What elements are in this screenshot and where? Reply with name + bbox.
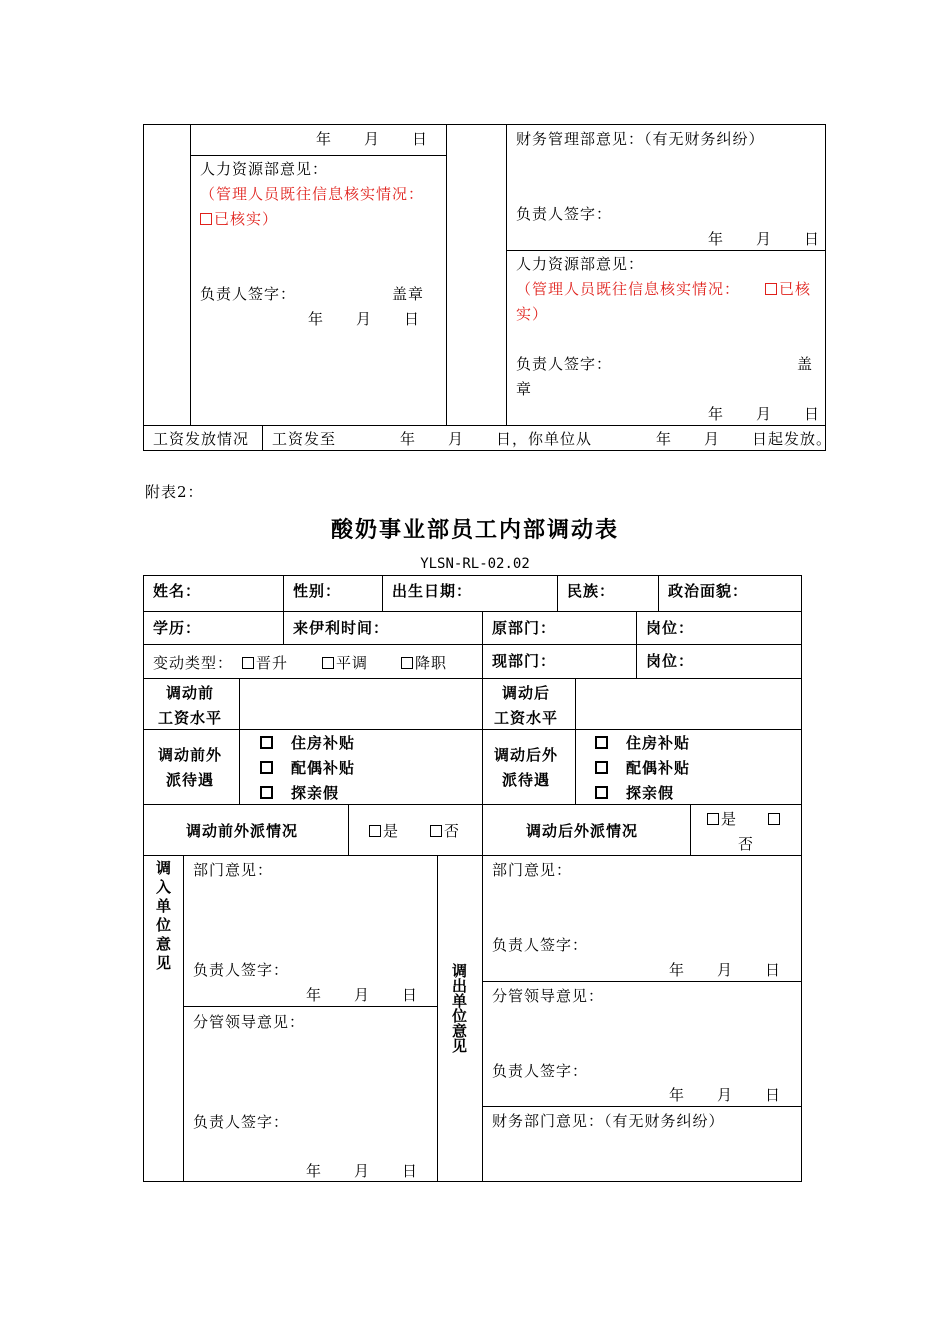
resp-sign-label: 负责人签字：	[492, 936, 589, 954]
pre-benefit-housing[interactable]: 住房补贴	[260, 734, 355, 752]
post-label: 岗位：	[646, 619, 695, 637]
date-text: 年 月 日	[708, 405, 821, 423]
resp-sign-label: 负责人签字：	[193, 1113, 290, 1131]
checkbox-icon	[369, 825, 381, 837]
date-text: 年 月 日	[708, 230, 821, 248]
gender-label: 性别：	[293, 582, 342, 600]
resp-sign-label: 负责人签字：	[492, 1062, 589, 1080]
checkbox-icon	[595, 786, 608, 799]
appendix-label: 附表2：	[145, 483, 204, 501]
date-text: 年 月 日	[306, 986, 419, 1004]
checkbox-icon	[200, 213, 212, 225]
post-assign-yes[interactable]: 是	[707, 810, 737, 828]
date-text: 年 月 日	[316, 130, 429, 148]
resp-sign-label: 负责人签字：	[200, 285, 297, 303]
hr-verify-note: （管理人员既往信息核实情况：	[200, 185, 425, 203]
pre-assignment-label: 调动前外派情况	[186, 822, 299, 840]
pre-salary-label: 调动前	[166, 684, 215, 702]
seal-label: 盖章	[392, 285, 425, 303]
hr-verified-checkbox[interactable]: 已核实）	[200, 210, 278, 228]
leader-opinion-label: 分管领导意见：	[193, 1013, 306, 1031]
date-text: 年 月 日	[308, 310, 421, 328]
seal-label-end: 章	[516, 380, 533, 398]
salary-status-label: 工资发放情况	[153, 430, 250, 448]
dept-opinion-label: 部门意见：	[492, 861, 573, 879]
checkbox-icon	[242, 657, 254, 669]
resp-sign-label: 负责人签字：	[516, 355, 613, 373]
pre-assign-yes[interactable]: 是	[369, 822, 399, 840]
form-code: YLSN-RL-02.02	[420, 556, 530, 572]
hr-verified-checkbox[interactable]: 已核	[765, 280, 811, 298]
education-label: 学历：	[153, 619, 202, 637]
political-status-label: 政治面貌：	[668, 582, 749, 600]
hr-verify-note-end: 实）	[516, 305, 549, 323]
hr-opinion-label: 人力资源部意见：	[516, 255, 645, 273]
change-option-demotion[interactable]: 降职	[401, 654, 447, 672]
change-option-promotion[interactable]: 晋升	[242, 654, 288, 672]
outgoing-unit-label: 调出单位意见	[450, 963, 468, 1053]
finance-opinion-label: 财务部门意见：（有无财务纠纷）	[492, 1112, 725, 1130]
leader-opinion-label: 分管领导意见：	[492, 987, 605, 1005]
incoming-unit-label: 调入单位意见	[154, 860, 172, 974]
post-salary-label: 调动后	[502, 684, 551, 702]
post-benefits-label-2: 派待遇	[502, 771, 551, 789]
post-benefit-family-leave[interactable]: 探亲假	[595, 784, 674, 802]
checkbox-icon	[322, 657, 334, 669]
resp-sign-label: 负责人签字：	[193, 961, 290, 979]
post-label: 岗位：	[646, 652, 695, 670]
date-text: 年 月 日	[306, 1162, 419, 1180]
post-benefit-spouse[interactable]: 配偶补贴	[595, 759, 690, 777]
salary-status-text: 工资发至 年 月 日，你单位从 年 月 日起发放。	[272, 430, 833, 448]
pre-benefits-label-2: 派待遇	[166, 771, 215, 789]
pre-salary-label-2: 工资水平	[158, 709, 223, 727]
checkbox-icon	[430, 825, 442, 837]
join-date-label: 来伊利时间：	[293, 619, 390, 637]
checkbox-icon	[595, 761, 608, 774]
pre-benefit-family-leave[interactable]: 探亲假	[260, 784, 339, 802]
current-dept-label: 现部门：	[492, 652, 557, 670]
hr-opinion-label: 人力资源部意见：	[200, 160, 329, 178]
change-type-label: 变动类型：	[153, 654, 234, 672]
seal-label: 盖	[797, 355, 814, 373]
date-text: 年 月 日	[669, 961, 782, 979]
post-benefits-label: 调动后外	[494, 746, 559, 764]
original-dept-label: 原部门：	[492, 619, 557, 637]
checkbox-icon	[707, 813, 719, 825]
checkbox-icon	[401, 657, 413, 669]
resp-sign-label: 负责人签字：	[516, 205, 613, 223]
checkbox-icon	[595, 736, 608, 749]
hr-verify-note: （管理人员既往信息核实情况：	[516, 280, 741, 298]
checkbox-icon	[260, 786, 273, 799]
change-option-lateral[interactable]: 平调	[322, 654, 368, 672]
post-assign-no-label: 否	[738, 835, 755, 853]
checkbox-icon	[260, 736, 273, 749]
pre-benefit-spouse[interactable]: 配偶补贴	[260, 759, 355, 777]
name-label: 姓名：	[153, 582, 202, 600]
dept-opinion-label: 部门意见：	[193, 861, 274, 879]
checkbox-icon	[260, 761, 273, 774]
post-assignment-label: 调动后外派情况	[526, 822, 639, 840]
finance-opinion-label: 财务管理部意见：（有无财务纠纷）	[516, 130, 765, 148]
checkbox-icon	[765, 283, 777, 295]
post-assign-no-checkbox[interactable]	[768, 810, 782, 828]
pre-benefits-label: 调动前外	[158, 746, 223, 764]
post-salary-label-2: 工资水平	[494, 709, 559, 727]
birth-date-label: 出生日期：	[392, 582, 473, 600]
ethnicity-label: 民族：	[567, 582, 616, 600]
post-benefit-housing[interactable]: 住房补贴	[595, 734, 690, 752]
checkbox-icon	[768, 813, 780, 825]
form-title: 酸奶事业部员工内部调动表	[330, 517, 619, 543]
date-text: 年 月 日	[669, 1086, 782, 1104]
pre-assign-no[interactable]: 否	[430, 822, 460, 840]
